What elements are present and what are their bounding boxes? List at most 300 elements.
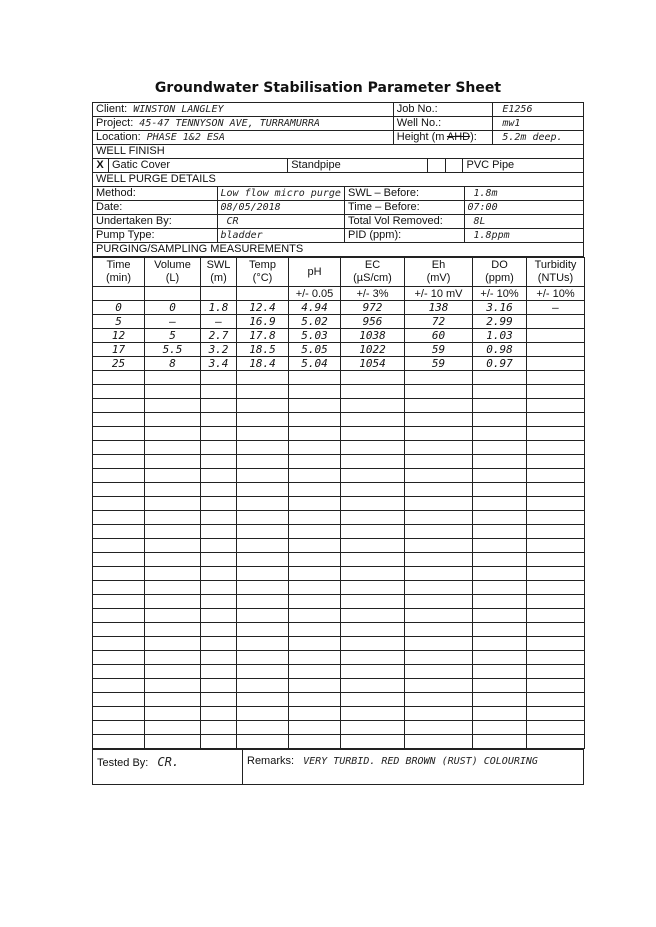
table-cell[interactable] — [527, 693, 585, 707]
table-cell[interactable] — [527, 441, 585, 455]
table-cell[interactable] — [201, 525, 237, 539]
table-cell[interactable] — [289, 399, 341, 413]
standpipe-checkbox[interactable] — [428, 159, 446, 172]
table-cell[interactable] — [473, 721, 527, 735]
table-cell[interactable] — [473, 371, 527, 385]
table-cell[interactable] — [527, 371, 585, 385]
table-cell[interactable] — [93, 623, 145, 637]
table-cell[interactable] — [93, 371, 145, 385]
table-cell[interactable]: 3.4 — [201, 357, 237, 371]
table-cell[interactable] — [201, 399, 237, 413]
table-cell[interactable] — [93, 469, 145, 483]
table-cell[interactable] — [237, 539, 289, 553]
table-cell[interactable] — [527, 651, 585, 665]
table-cell[interactable] — [201, 693, 237, 707]
table-cell[interactable] — [237, 553, 289, 567]
table-cell[interactable] — [237, 413, 289, 427]
table-cell[interactable]: 956 — [341, 315, 405, 329]
table-cell[interactable]: 5.05 — [289, 343, 341, 357]
table-cell[interactable] — [405, 679, 473, 693]
table-cell[interactable] — [93, 539, 145, 553]
table-cell[interactable] — [201, 567, 237, 581]
table-cell[interactable] — [145, 371, 201, 385]
table-cell[interactable] — [473, 413, 527, 427]
table-cell[interactable] — [93, 679, 145, 693]
table-cell[interactable] — [473, 483, 527, 497]
table-cell[interactable] — [527, 399, 585, 413]
table-cell[interactable] — [237, 469, 289, 483]
table-cell[interactable]: 18.5 — [237, 343, 289, 357]
table-cell[interactable] — [93, 483, 145, 497]
table-cell[interactable] — [527, 539, 585, 553]
table-cell[interactable] — [201, 455, 237, 469]
table-cell[interactable] — [145, 539, 201, 553]
table-cell[interactable] — [527, 427, 585, 441]
table-cell[interactable] — [405, 427, 473, 441]
table-cell[interactable] — [527, 609, 585, 623]
table-cell[interactable] — [527, 581, 585, 595]
table-cell[interactable] — [405, 623, 473, 637]
table-cell[interactable] — [289, 371, 341, 385]
table-cell[interactable] — [405, 609, 473, 623]
tested-by-field[interactable] — [93, 750, 243, 784]
table-cell[interactable] — [201, 679, 237, 693]
table-cell[interactable] — [405, 455, 473, 469]
table-cell[interactable] — [405, 371, 473, 385]
table-cell[interactable] — [201, 665, 237, 679]
table-cell[interactable] — [289, 693, 341, 707]
table-cell[interactable]: 5 — [93, 315, 145, 329]
table-cell[interactable] — [145, 525, 201, 539]
table-cell[interactable] — [341, 623, 405, 637]
table-cell[interactable] — [341, 665, 405, 679]
table-cell[interactable] — [405, 581, 473, 595]
table-cell[interactable] — [237, 609, 289, 623]
table-cell[interactable] — [237, 637, 289, 651]
pump-field[interactable] — [218, 229, 345, 242]
table-cell[interactable] — [527, 735, 585, 749]
table-cell[interactable] — [201, 623, 237, 637]
table-cell[interactable] — [201, 497, 237, 511]
table-cell[interactable] — [289, 679, 341, 693]
table-cell[interactable] — [145, 567, 201, 581]
table-cell[interactable] — [145, 651, 201, 665]
table-cell[interactable] — [341, 721, 405, 735]
table-cell[interactable]: 0 — [145, 301, 201, 315]
table-cell[interactable] — [145, 483, 201, 497]
table-cell[interactable] — [145, 399, 201, 413]
table-cell[interactable] — [527, 511, 585, 525]
table-cell[interactable] — [405, 693, 473, 707]
table-cell[interactable] — [237, 483, 289, 497]
table-cell[interactable] — [341, 483, 405, 497]
table-cell[interactable]: 72 — [405, 315, 473, 329]
table-cell[interactable]: 18.4 — [237, 357, 289, 371]
table-cell[interactable] — [93, 553, 145, 567]
table-cell[interactable] — [145, 497, 201, 511]
table-cell[interactable] — [93, 595, 145, 609]
table-cell[interactable] — [93, 693, 145, 707]
table-cell[interactable]: 59 — [405, 343, 473, 357]
table-cell[interactable]: 1.8 — [201, 301, 237, 315]
table-cell[interactable]: 3.2 — [201, 343, 237, 357]
table-cell[interactable] — [289, 427, 341, 441]
table-cell[interactable] — [341, 637, 405, 651]
table-cell[interactable] — [405, 385, 473, 399]
table-cell[interactable] — [145, 455, 201, 469]
location-field[interactable] — [93, 131, 394, 144]
table-cell[interactable] — [527, 721, 585, 735]
table-cell[interactable] — [289, 609, 341, 623]
table-cell[interactable]: 4.94 — [289, 301, 341, 315]
remarks-field[interactable] — [243, 750, 583, 784]
table-cell[interactable] — [289, 567, 341, 581]
table-cell[interactable] — [405, 553, 473, 567]
gatic-checkbox[interactable] — [93, 159, 109, 172]
table-cell[interactable]: 972 — [341, 301, 405, 315]
table-cell[interactable] — [145, 413, 201, 427]
table-cell[interactable] — [237, 497, 289, 511]
table-cell[interactable] — [289, 413, 341, 427]
table-cell[interactable] — [289, 581, 341, 595]
table-cell[interactable] — [527, 707, 585, 721]
table-cell[interactable] — [145, 595, 201, 609]
table-cell[interactable] — [93, 637, 145, 651]
table-cell[interactable] — [473, 399, 527, 413]
table-cell[interactable] — [527, 497, 585, 511]
table-cell[interactable]: 1038 — [341, 329, 405, 343]
table-cell[interactable] — [405, 399, 473, 413]
table-cell[interactable] — [527, 343, 585, 357]
table-cell[interactable] — [145, 427, 201, 441]
table-cell[interactable] — [145, 721, 201, 735]
table-cell[interactable] — [93, 567, 145, 581]
table-cell[interactable] — [341, 609, 405, 623]
table-cell[interactable] — [473, 553, 527, 567]
table-cell[interactable] — [527, 679, 585, 693]
table-cell[interactable] — [473, 567, 527, 581]
table-cell[interactable] — [145, 623, 201, 637]
table-cell[interactable] — [473, 427, 527, 441]
table-cell[interactable] — [341, 511, 405, 525]
table-cell[interactable] — [473, 595, 527, 609]
table-cell[interactable] — [341, 553, 405, 567]
table-cell[interactable]: 0.97 — [473, 357, 527, 371]
table-cell[interactable]: 25 — [93, 357, 145, 371]
table-cell[interactable] — [145, 637, 201, 651]
table-cell[interactable] — [473, 581, 527, 595]
table-cell[interactable] — [405, 469, 473, 483]
table-cell[interactable] — [473, 735, 527, 749]
table-cell[interactable] — [201, 707, 237, 721]
table-cell[interactable]: 138 — [405, 301, 473, 315]
table-cell[interactable] — [93, 413, 145, 427]
table-cell[interactable]: 12.4 — [237, 301, 289, 315]
table-cell[interactable] — [237, 707, 289, 721]
table-cell[interactable] — [405, 567, 473, 581]
table-cell[interactable] — [341, 539, 405, 553]
table-cell[interactable]: 17.8 — [237, 329, 289, 343]
table-cell[interactable] — [527, 567, 585, 581]
table-cell[interactable] — [237, 693, 289, 707]
table-cell[interactable] — [289, 497, 341, 511]
table-cell[interactable] — [93, 735, 145, 749]
table-cell[interactable]: 60 — [405, 329, 473, 343]
table-cell[interactable] — [341, 413, 405, 427]
table-cell[interactable] — [473, 441, 527, 455]
table-cell[interactable] — [237, 525, 289, 539]
table-cell[interactable] — [201, 581, 237, 595]
table-cell[interactable] — [145, 609, 201, 623]
table-cell[interactable] — [145, 693, 201, 707]
table-cell[interactable] — [289, 441, 341, 455]
table-cell[interactable] — [473, 679, 527, 693]
table-cell[interactable] — [201, 553, 237, 567]
table-cell[interactable] — [527, 315, 585, 329]
pvc-checkbox[interactable] — [446, 159, 464, 172]
table-cell[interactable] — [341, 455, 405, 469]
table-cell[interactable] — [527, 469, 585, 483]
table-cell[interactable] — [341, 427, 405, 441]
table-cell[interactable] — [527, 483, 585, 497]
table-cell[interactable] — [201, 427, 237, 441]
table-cell[interactable] — [237, 371, 289, 385]
table-cell[interactable] — [289, 665, 341, 679]
table-cell[interactable] — [473, 693, 527, 707]
table-cell[interactable] — [237, 427, 289, 441]
table-cell[interactable] — [527, 665, 585, 679]
table-cell[interactable]: 59 — [405, 357, 473, 371]
table-cell[interactable]: 3.16 — [473, 301, 527, 315]
table-cell[interactable] — [341, 371, 405, 385]
table-cell[interactable] — [201, 735, 237, 749]
table-cell[interactable] — [237, 679, 289, 693]
table-cell[interactable] — [405, 595, 473, 609]
table-cell[interactable]: 12 — [93, 329, 145, 343]
table-cell[interactable] — [341, 693, 405, 707]
table-cell[interactable] — [341, 567, 405, 581]
table-cell[interactable] — [289, 623, 341, 637]
table-cell[interactable] — [341, 707, 405, 721]
table-cell[interactable] — [405, 665, 473, 679]
table-cell[interactable] — [289, 525, 341, 539]
table-cell[interactable] — [405, 525, 473, 539]
table-cell[interactable] — [289, 707, 341, 721]
table-cell[interactable]: 2.99 — [473, 315, 527, 329]
table-cell[interactable] — [473, 665, 527, 679]
table-cell[interactable] — [341, 679, 405, 693]
table-cell[interactable] — [237, 441, 289, 455]
table-cell[interactable] — [201, 651, 237, 665]
table-cell[interactable] — [201, 385, 237, 399]
table-cell[interactable] — [145, 511, 201, 525]
table-cell[interactable]: 1022 — [341, 343, 405, 357]
table-cell[interactable] — [341, 595, 405, 609]
table-cell[interactable] — [201, 721, 237, 735]
height-value-field[interactable] — [493, 131, 583, 144]
table-cell[interactable] — [237, 385, 289, 399]
table-cell[interactable] — [237, 735, 289, 749]
table-cell[interactable] — [237, 581, 289, 595]
table-cell[interactable] — [93, 455, 145, 469]
table-cell[interactable] — [527, 385, 585, 399]
table-cell[interactable] — [341, 735, 405, 749]
table-cell[interactable]: 5 — [145, 329, 201, 343]
table-cell[interactable] — [93, 609, 145, 623]
table-cell[interactable]: 5.02 — [289, 315, 341, 329]
table-cell[interactable] — [145, 581, 201, 595]
table-cell[interactable] — [237, 567, 289, 581]
table-cell[interactable] — [145, 385, 201, 399]
table-cell[interactable] — [201, 413, 237, 427]
table-cell[interactable] — [93, 651, 145, 665]
project-field[interactable] — [93, 117, 394, 130]
table-cell[interactable] — [289, 385, 341, 399]
table-cell[interactable]: 17 — [93, 343, 145, 357]
table-cell[interactable] — [237, 511, 289, 525]
table-cell[interactable] — [473, 651, 527, 665]
table-cell[interactable] — [405, 441, 473, 455]
table-cell[interactable] — [201, 637, 237, 651]
table-cell[interactable] — [289, 455, 341, 469]
table-cell[interactable] — [93, 399, 145, 413]
table-cell[interactable] — [527, 525, 585, 539]
table-cell[interactable] — [473, 385, 527, 399]
table-cell[interactable] — [405, 539, 473, 553]
table-cell[interactable] — [145, 665, 201, 679]
table-cell[interactable] — [201, 371, 237, 385]
table-cell[interactable] — [201, 609, 237, 623]
table-cell[interactable] — [93, 511, 145, 525]
table-cell[interactable]: 1.03 — [473, 329, 527, 343]
job-value-field[interactable] — [493, 103, 583, 116]
table-cell[interactable] — [341, 385, 405, 399]
table-cell[interactable] — [405, 637, 473, 651]
date-value-field[interactable] — [218, 201, 345, 214]
table-cell[interactable] — [237, 665, 289, 679]
table-cell[interactable] — [473, 455, 527, 469]
table-cell[interactable] — [289, 483, 341, 497]
table-cell[interactable] — [237, 399, 289, 413]
table-cell[interactable] — [405, 651, 473, 665]
table-cell[interactable] — [527, 357, 585, 371]
table-cell[interactable] — [237, 651, 289, 665]
time-before-field[interactable] — [465, 201, 584, 214]
table-cell[interactable] — [527, 637, 585, 651]
table-cell[interactable] — [201, 511, 237, 525]
table-cell[interactable] — [145, 735, 201, 749]
table-cell[interactable] — [201, 595, 237, 609]
table-cell[interactable] — [473, 497, 527, 511]
table-cell[interactable] — [93, 441, 145, 455]
table-cell[interactable] — [341, 469, 405, 483]
table-cell[interactable] — [527, 413, 585, 427]
table-cell[interactable] — [93, 707, 145, 721]
table-cell[interactable]: 16.9 — [237, 315, 289, 329]
table-cell[interactable] — [237, 455, 289, 469]
table-cell[interactable]: – — [145, 315, 201, 329]
table-cell[interactable]: – — [527, 301, 585, 315]
table-cell[interactable] — [289, 595, 341, 609]
table-cell[interactable] — [145, 707, 201, 721]
table-cell[interactable] — [145, 679, 201, 693]
table-cell[interactable] — [237, 721, 289, 735]
table-cell[interactable] — [473, 623, 527, 637]
table-cell[interactable] — [289, 651, 341, 665]
table-cell[interactable] — [341, 581, 405, 595]
total-vol-field[interactable] — [465, 215, 584, 228]
table-cell[interactable] — [201, 483, 237, 497]
table-cell[interactable] — [405, 511, 473, 525]
table-cell[interactable]: 5.03 — [289, 329, 341, 343]
table-cell[interactable] — [201, 539, 237, 553]
well-value-field[interactable] — [493, 117, 583, 130]
undertaken-field[interactable] — [218, 215, 345, 228]
table-cell[interactable] — [405, 413, 473, 427]
table-cell[interactable]: 8 — [145, 357, 201, 371]
table-cell[interactable]: – — [201, 315, 237, 329]
swl-before-field[interactable] — [465, 187, 584, 200]
table-cell[interactable] — [527, 329, 585, 343]
table-cell[interactable]: 5.5 — [145, 343, 201, 357]
table-cell[interactable] — [93, 525, 145, 539]
table-cell[interactable]: 0 — [93, 301, 145, 315]
table-cell[interactable] — [405, 483, 473, 497]
table-cell[interactable] — [527, 455, 585, 469]
table-cell[interactable] — [289, 469, 341, 483]
table-cell[interactable]: 1054 — [341, 357, 405, 371]
table-cell[interactable] — [473, 539, 527, 553]
table-cell[interactable] — [145, 553, 201, 567]
pid-field[interactable] — [465, 229, 584, 242]
client-field[interactable] — [93, 103, 394, 116]
table-cell[interactable] — [93, 665, 145, 679]
table-cell[interactable] — [405, 735, 473, 749]
table-cell[interactable] — [341, 525, 405, 539]
table-cell[interactable] — [341, 399, 405, 413]
table-cell[interactable] — [405, 707, 473, 721]
table-cell[interactable] — [237, 595, 289, 609]
table-cell[interactable] — [341, 651, 405, 665]
table-cell[interactable] — [405, 721, 473, 735]
table-cell[interactable] — [93, 427, 145, 441]
table-cell[interactable]: 0.98 — [473, 343, 527, 357]
table-cell[interactable] — [289, 735, 341, 749]
table-cell[interactable] — [145, 441, 201, 455]
table-cell[interactable] — [527, 595, 585, 609]
table-cell[interactable] — [341, 441, 405, 455]
table-cell[interactable] — [473, 469, 527, 483]
table-cell[interactable] — [473, 511, 527, 525]
table-cell[interactable] — [201, 441, 237, 455]
table-cell[interactable] — [341, 497, 405, 511]
table-cell[interactable]: 2.7 — [201, 329, 237, 343]
method-value-field[interactable] — [218, 187, 345, 200]
table-cell[interactable] — [289, 539, 341, 553]
table-cell[interactable] — [93, 385, 145, 399]
table-cell[interactable] — [473, 707, 527, 721]
table-cell[interactable]: 5.04 — [289, 357, 341, 371]
table-cell[interactable] — [145, 469, 201, 483]
table-cell[interactable] — [473, 637, 527, 651]
table-cell[interactable] — [93, 721, 145, 735]
table-cell[interactable] — [93, 497, 145, 511]
table-cell[interactable] — [527, 553, 585, 567]
table-cell[interactable] — [527, 623, 585, 637]
table-cell[interactable] — [93, 581, 145, 595]
table-cell[interactable] — [289, 511, 341, 525]
table-cell[interactable] — [473, 609, 527, 623]
